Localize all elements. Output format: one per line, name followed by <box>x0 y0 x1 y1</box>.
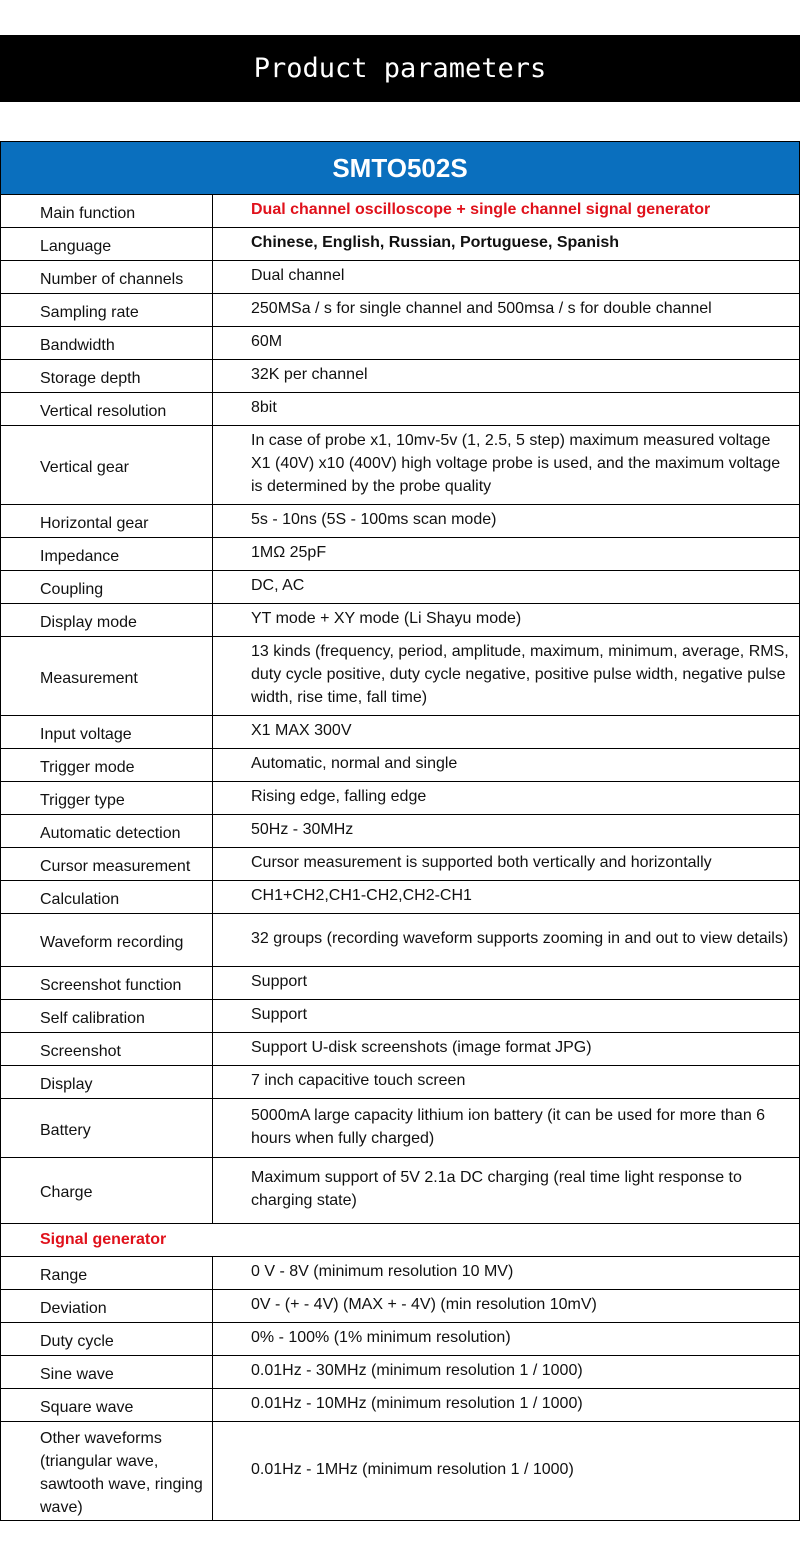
table-row <box>1 228 799 261</box>
row-label: Input voltage <box>1 716 213 748</box>
row-label: Main function <box>1 195 213 227</box>
row-value: Chinese, English, Russian, Portuguese, Spanish <box>251 234 620 251</box>
table-row <box>1 538 799 571</box>
row-label: Trigger type <box>1 782 213 814</box>
row-value: 0.01Hz - 10MHz (minimum resolution 1 / 1000) <box>251 1395 583 1412</box>
table-row <box>1 261 799 294</box>
row-label: Screenshot <box>1 1033 213 1065</box>
table-row <box>1 749 799 782</box>
table-row <box>1 505 799 538</box>
row-label: Sine wave <box>1 1356 213 1388</box>
row-value: Support U-disk screenshots (image format JPG) <box>251 1039 592 1056</box>
section-row <box>1 1224 799 1257</box>
row-value: Automatic, normal and single <box>251 755 458 772</box>
row-value: X1 MAX 300V <box>251 722 352 739</box>
table-row <box>1 1099 799 1158</box>
row-label: Bandwidth <box>1 327 213 359</box>
row-value: 0% - 100% (1% minimum resolution) <box>251 1329 511 1346</box>
row-value: 0 V - 8V (minimum resolution 10 MV) <box>251 1263 514 1280</box>
row-value: Support <box>251 973 308 990</box>
row-label: Storage depth <box>1 360 213 392</box>
table-row <box>1 637 799 716</box>
row-label: Language <box>1 228 213 260</box>
table-row <box>1 815 799 848</box>
table-row <box>1 1257 799 1290</box>
table-row <box>1 1389 799 1422</box>
table-row <box>1 1356 799 1389</box>
table-row <box>1 1290 799 1323</box>
row-value: Dual channel oscilloscope + single channel signal generator <box>251 201 711 218</box>
table-row <box>1 848 799 881</box>
row-label: Deviation <box>1 1290 213 1322</box>
row-label: Display mode <box>1 604 213 636</box>
table-row <box>1 716 799 749</box>
row-value: 0.01Hz - 1MHz (minimum resolution 1 / 1000) <box>251 1461 574 1478</box>
table-row <box>1 1158 799 1224</box>
table-row <box>1 782 799 815</box>
row-label: Calculation <box>1 881 213 913</box>
spec-table <box>0 141 800 1521</box>
row-label: Battery <box>1 1099 213 1157</box>
row-value: 0V - (+ - 4V) (MAX + - 4V) (min resolution 10mV) <box>251 1296 597 1313</box>
row-value: Cursor measurement is supported both vertically and horizontally <box>251 854 712 871</box>
row-value: YT mode + XY mode (Li Shayu mode) <box>251 610 522 627</box>
row-value: 60M <box>251 333 283 350</box>
row-label: Measurement <box>1 637 213 715</box>
row-label: Trigger mode <box>1 749 213 781</box>
row-value: 250MSa / s for single channel and 500msa / s for double channel <box>251 300 712 317</box>
row-value: 13 kinds (frequency, period, amplitude, maximum, minimum, average, RMS, duty cycle positive, duty cycle negative, positive pulse width, negative pulse width, rise time, fall time) <box>251 643 789 706</box>
table-row <box>1 1422 799 1521</box>
table-row <box>1 914 799 967</box>
row-label: Range <box>1 1257 213 1289</box>
row-label: Waveform recording <box>1 914 213 966</box>
row-label: Number of channels <box>1 261 213 293</box>
row-label: Vertical resolution <box>1 393 213 425</box>
table-row <box>1 1000 799 1033</box>
row-value: DC, AC <box>251 577 305 594</box>
row-label: Display <box>1 1066 213 1098</box>
table-row <box>1 571 799 604</box>
row-value: 8bit <box>251 399 277 416</box>
row-value: 50Hz - 30MHz <box>251 821 354 838</box>
table-row <box>1 426 799 505</box>
table-row <box>1 967 799 1000</box>
row-value: 7 inch capacitive touch screen <box>251 1072 466 1089</box>
row-label: Sampling rate <box>1 294 213 326</box>
table-row <box>1 1066 799 1099</box>
row-label: Other waveforms (triangular wave, sawtooth wave, ringing wave) <box>1 1422 213 1520</box>
row-value: 32K per channel <box>251 366 368 383</box>
row-label: Impedance <box>1 538 213 570</box>
row-value: CH1+CH2,CH1-CH2,CH2-CH1 <box>251 887 472 904</box>
row-label: Duty cycle <box>1 1323 213 1355</box>
row-label: Coupling <box>1 571 213 603</box>
table-row <box>1 393 799 426</box>
table-row <box>1 195 799 228</box>
row-value: Dual channel <box>251 267 345 284</box>
section-heading: Signal generator <box>40 1231 167 1248</box>
row-label: Self calibration <box>1 1000 213 1032</box>
row-label: Vertical gear <box>1 426 213 504</box>
row-value: 5000mA large capacity lithium ion battery (it can be used for more than 6 hours when fully charged) <box>251 1106 766 1147</box>
table-body <box>1 195 799 1521</box>
row-label: Cursor measurement <box>1 848 213 880</box>
table-row <box>1 1323 799 1356</box>
table-row <box>1 604 799 637</box>
row-label: Screenshot function <box>1 967 213 999</box>
row-label: Automatic detection <box>1 815 213 847</box>
row-label: Square wave <box>1 1389 213 1421</box>
row-value: 5s - 10ns (5S - 100ms scan mode) <box>251 511 497 528</box>
row-value: 1MΩ 25pF <box>251 544 327 561</box>
table-row <box>1 881 799 914</box>
row-value: 0.01Hz - 30MHz (minimum resolution 1 / 1000) <box>251 1362 583 1379</box>
row-value: Rising edge, falling edge <box>251 788 427 805</box>
table-row <box>1 294 799 327</box>
row-value: 32 groups (recording waveform supports zooming in and out to view details) <box>251 930 789 947</box>
table-row <box>1 327 799 360</box>
row-value: Maximum support of 5V 2.1a DC charging (real time light response to charging state) <box>251 1169 742 1209</box>
row-label: Charge <box>1 1158 213 1223</box>
row-value: Support <box>251 1006 308 1023</box>
table-row <box>1 360 799 393</box>
table-row <box>1 1033 799 1066</box>
row-label: Horizontal gear <box>1 505 213 537</box>
row-value: In case of probe x1, 10mv-5v (1, 2.5, 5 step) maximum measured voltage X1 (40V) x10 (400V) high voltage probe is used, and the maximum voltage is determined by the probe quality <box>251 432 781 495</box>
table-title: SMTO502S <box>1 142 799 195</box>
page-banner-title: Product parameters <box>0 35 800 102</box>
